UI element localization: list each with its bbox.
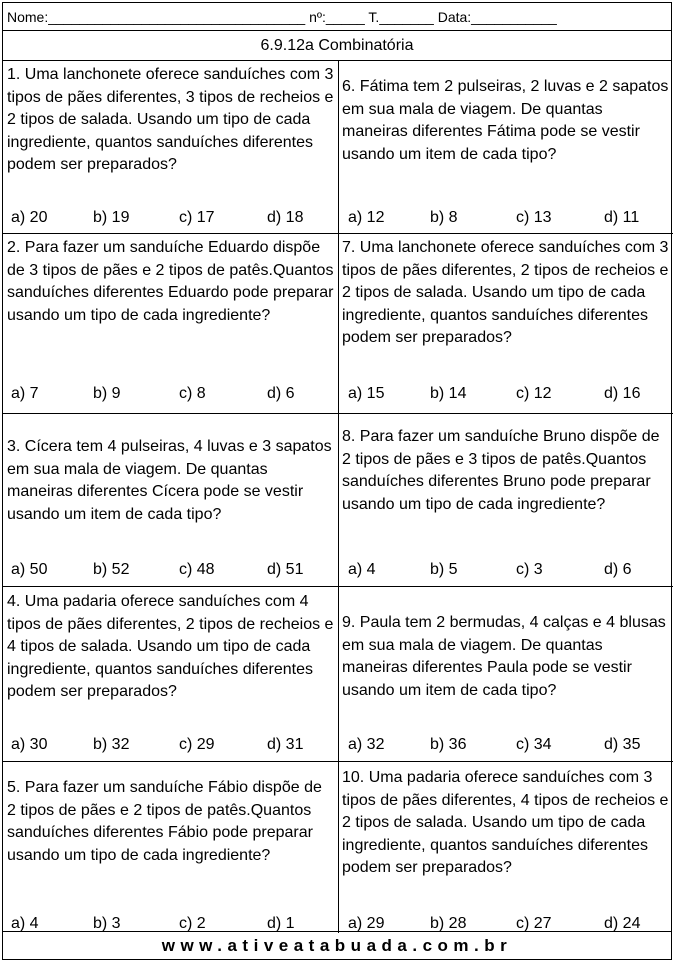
option-a[interactable]: a) 30 bbox=[11, 736, 48, 753]
question-text: 1. Uma lanchonete oferece sanduíches com 3 tipos de pães diferentes, 3 tipos de recheios e 2 tipos de salada. Usando um tipo de cada ingrediente, quantos sanduíches diferentes podem ser preparados? bbox=[7, 66, 334, 173]
option-a[interactable]: a) 20 bbox=[11, 209, 48, 226]
question-divider bbox=[3, 761, 338, 762]
worksheet bbox=[2, 2, 672, 960]
question-text: 6. Fátima tem 2 pulseiras, 2 luvas e 2 sapatos em sua mala de viagem. De quantas maneiras diferentes Fátima pode se vestir usando um item de cada tipo? bbox=[342, 78, 669, 163]
options-row bbox=[3, 205, 338, 231]
question-text: 8. Para fazer um sanduíche Bruno dispõe de 2 tipos de pães e 3 tipos de patês.Quantos sanduíches diferentes Bruno pode preparar usando um tipo de cada ingrediente? bbox=[342, 428, 660, 513]
page-title: 6.9.12a Combinatória bbox=[3, 31, 671, 61]
option-c[interactable]: c) 34 bbox=[516, 736, 552, 753]
question-9 bbox=[338, 609, 673, 769]
option-d[interactable]: d) 18 bbox=[267, 209, 304, 226]
right-column bbox=[338, 61, 673, 933]
question-text: 7. Uma lanchonete oferece sanduíches com 3 tipos de pães diferentes, 2 tipos de recheios e 2 tipos de salada. Usando um tipo de cada ingrediente, quantos sanduíches diferentes podem ser preparados? bbox=[342, 239, 669, 346]
question-text: 9. Paula tem 2 bermudas, 4 calças e 4 blusas em sua mala de viagem. De quantas maneiras diferentes Paula pode se vestir usando um item de cada tipo? bbox=[342, 614, 666, 699]
option-d[interactable]: d) 24 bbox=[604, 915, 641, 932]
website-footer: www.ativeatabuada.com.br bbox=[3, 931, 671, 959]
option-b[interactable]: b) 5 bbox=[430, 561, 458, 578]
option-d[interactable]: d) 51 bbox=[267, 561, 304, 578]
option-b[interactable]: b) 8 bbox=[430, 209, 458, 226]
options-row bbox=[3, 557, 338, 583]
option-d[interactable]: d) 1 bbox=[267, 915, 295, 932]
student-info-line: Nome:_________________________________ nº:_____ T._______ Data:___________ bbox=[3, 3, 671, 31]
option-c[interactable]: c) 8 bbox=[179, 385, 206, 402]
question-3 bbox=[3, 433, 338, 593]
option-a[interactable]: a) 4 bbox=[348, 561, 376, 578]
question-8 bbox=[338, 423, 673, 583]
option-b[interactable]: b) 9 bbox=[93, 385, 121, 402]
option-b[interactable]: b) 32 bbox=[93, 736, 130, 753]
option-b[interactable]: b) 36 bbox=[430, 736, 467, 753]
question-text: 10. Uma padaria oferece sanduíches com 3 tipos de pães diferentes, 4 tipos de recheios e 2 tipos de salada. Usando um tipo de cada ingrediente, quantos sanduíches diferentes podem ser preparados? bbox=[342, 769, 669, 876]
question-10 bbox=[338, 764, 673, 934]
option-a[interactable]: a) 29 bbox=[348, 915, 385, 932]
option-b[interactable]: b) 28 bbox=[430, 915, 467, 932]
option-c[interactable]: c) 2 bbox=[179, 915, 206, 932]
option-b[interactable]: b) 52 bbox=[93, 561, 130, 578]
option-d[interactable]: d) 16 bbox=[604, 385, 641, 402]
option-c[interactable]: c) 12 bbox=[516, 385, 552, 402]
option-d[interactable]: d) 35 bbox=[604, 736, 641, 753]
option-a[interactable]: a) 4 bbox=[11, 915, 39, 932]
question-2 bbox=[3, 234, 338, 410]
option-c[interactable]: c) 48 bbox=[179, 561, 215, 578]
option-c[interactable]: c) 29 bbox=[179, 736, 215, 753]
option-a[interactable]: a) 50 bbox=[11, 561, 48, 578]
option-b[interactable]: b) 19 bbox=[93, 209, 130, 226]
option-d[interactable]: d) 6 bbox=[267, 385, 295, 402]
options-row bbox=[338, 205, 673, 231]
question-7 bbox=[338, 234, 673, 410]
option-d[interactable]: d) 6 bbox=[604, 561, 632, 578]
question-text: 5. Para fazer um sanduíche Fábio dispõe de 2 tipos de pães e 2 tipos de patês.Quantos sanduíches diferentes Fábio pode preparar usando um tipo de cada ingrediente? bbox=[7, 779, 322, 864]
question-text: 4. Uma padaria oferece sanduíches com 4 tipos de pães diferentes, 2 tipos de recheios e 4 tipos de salada. Usando um tipo de cada ingrediente, quantos sanduíches diferentes podem ser preparados? bbox=[7, 593, 334, 700]
options-row bbox=[338, 381, 673, 407]
question-divider bbox=[338, 586, 673, 587]
question-6 bbox=[338, 73, 673, 233]
question-divider bbox=[338, 761, 673, 762]
question-5 bbox=[3, 774, 338, 934]
option-a[interactable]: a) 7 bbox=[11, 385, 39, 402]
options-row bbox=[3, 732, 338, 758]
options-row bbox=[3, 381, 338, 407]
option-c[interactable]: c) 27 bbox=[516, 915, 552, 932]
question-text: 3. Cícera tem 4 pulseiras, 4 luvas e 3 sapatos em sua mala de viagem. De quantas maneiras diferentes Cícera pode se vestir usando um item de cada tipo? bbox=[7, 438, 332, 523]
option-d[interactable]: d) 31 bbox=[267, 736, 304, 753]
option-a[interactable]: a) 12 bbox=[348, 209, 385, 226]
question-divider bbox=[338, 413, 673, 414]
options-row bbox=[338, 557, 673, 583]
option-c[interactable]: c) 13 bbox=[516, 209, 552, 226]
left-column bbox=[3, 61, 339, 933]
question-text: 2. Para fazer um sanduíche Eduardo dispõe de 3 tipos de pães e 2 tipos de patês.Quantos sanduíches diferentes Eduardo pode preparar usando um tipo de cada ingrediente? bbox=[7, 239, 334, 324]
option-d[interactable]: d) 11 bbox=[604, 209, 640, 226]
option-b[interactable]: b) 14 bbox=[430, 385, 467, 402]
option-c[interactable]: c) 17 bbox=[179, 209, 215, 226]
question-1 bbox=[3, 61, 338, 231]
options-row bbox=[338, 732, 673, 758]
option-b[interactable]: b) 3 bbox=[93, 915, 121, 932]
question-divider bbox=[3, 413, 338, 414]
option-a[interactable]: a) 32 bbox=[348, 736, 385, 753]
question-4 bbox=[3, 588, 338, 764]
question-divider bbox=[3, 586, 338, 587]
option-c[interactable]: c) 3 bbox=[516, 561, 543, 578]
option-a[interactable]: a) 15 bbox=[348, 385, 385, 402]
